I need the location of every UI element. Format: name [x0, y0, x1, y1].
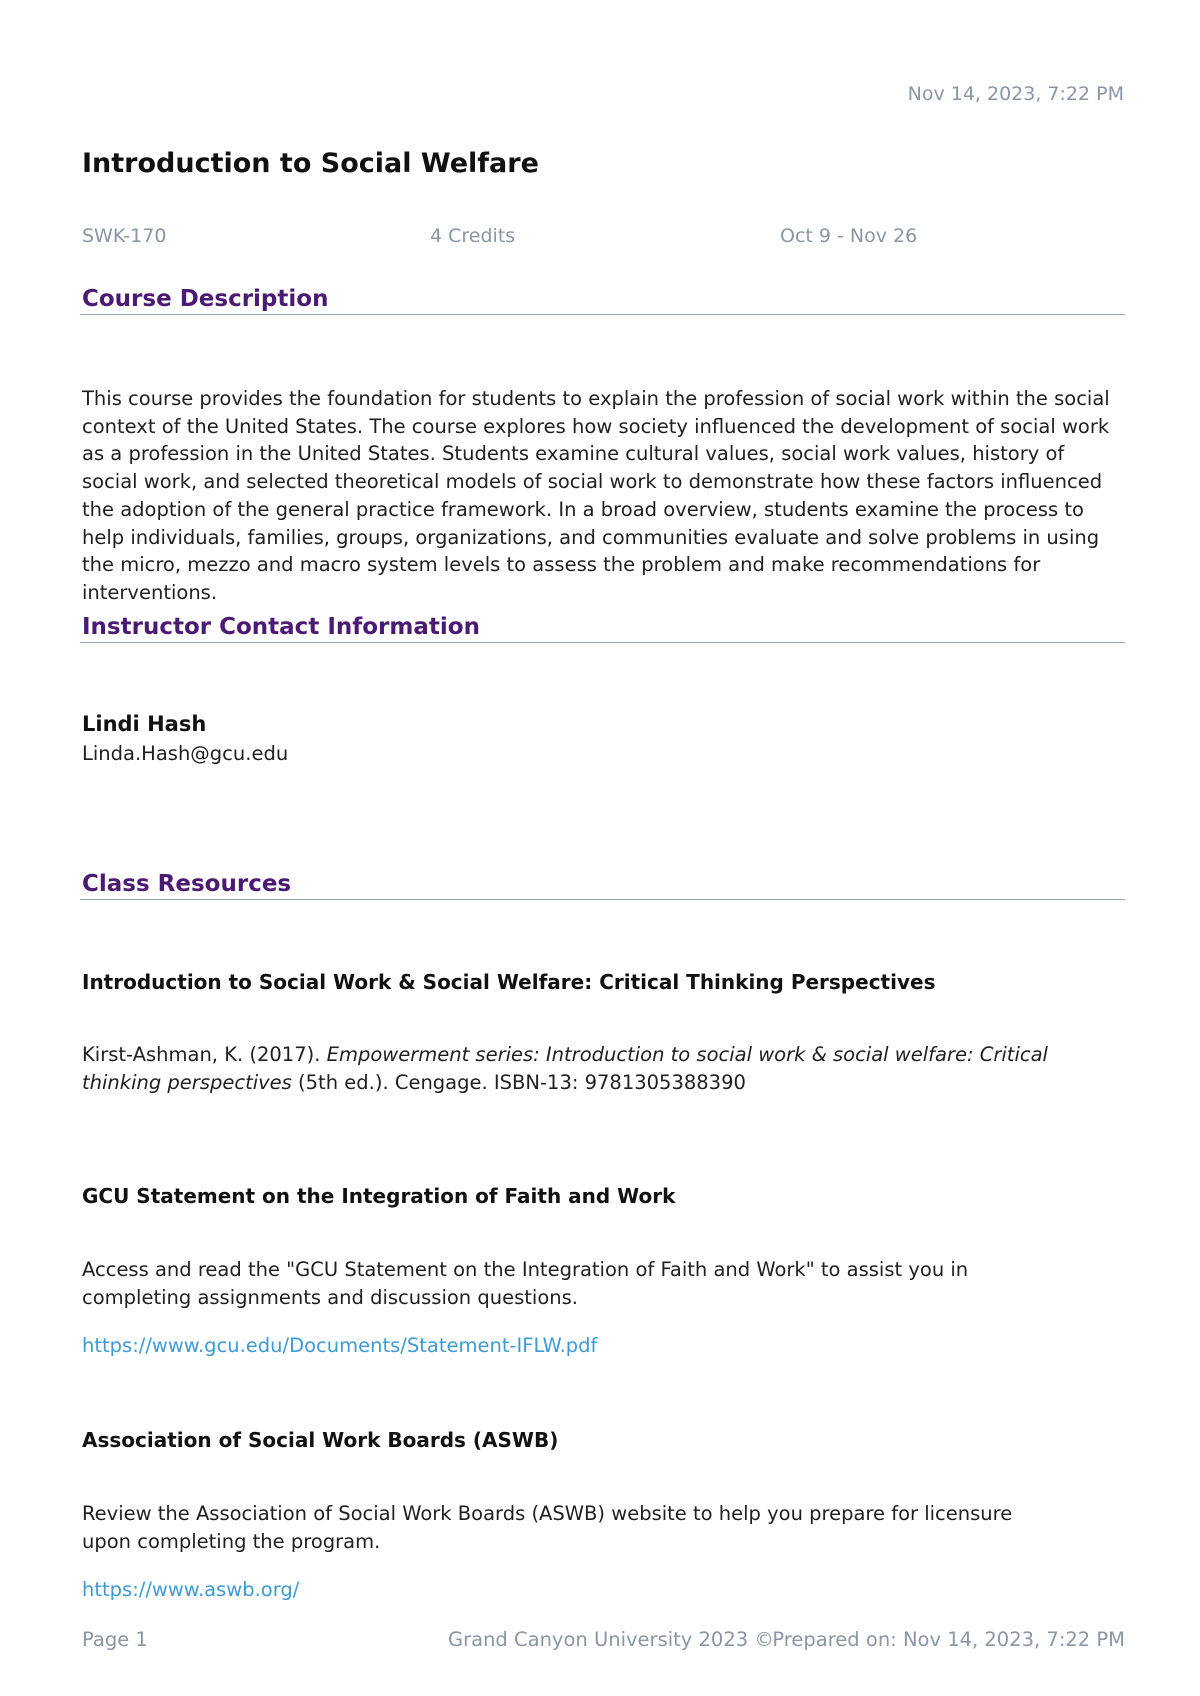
page-number: Page 1	[82, 1628, 148, 1651]
section-heading-text: Instructor Contact Information	[82, 614, 480, 640]
resource-title-aswb: Association of Social Work Boards (ASWB)	[82, 1428, 559, 1452]
copyright-notice: Grand Canyon University 2023 ©	[448, 1628, 774, 1651]
section-heading-text: Class Resources	[82, 871, 292, 897]
resource-title-gcu-statement: GCU Statement on the Integration of Faith and Work	[82, 1184, 676, 1208]
citation-details: (5th ed.). Cengage. ISBN-13: 9781305388390	[291, 1070, 746, 1094]
course-title: Introduction to Social Welfare	[82, 148, 539, 179]
prepared-on: Prepared on: Nov 14, 2023, 7:22 PM	[772, 1628, 1125, 1651]
resource-title-textbook: Introduction to Social Work & Social Welfare: Critical Thinking Perspectives	[82, 970, 936, 994]
course-code: SWK-170	[82, 225, 167, 247]
course-description-heading	[80, 286, 1125, 315]
course-credits: 4 Credits	[430, 225, 516, 247]
course-dates: Oct 9 - Nov 26	[780, 225, 918, 247]
gcu-statement-link[interactable]: https://www.gcu.edu/Documents/Statement-IFLW.pdf	[82, 1334, 598, 1357]
print-timestamp: Nov 14, 2023, 7:22 PM	[907, 83, 1124, 105]
aswb-text: Review the Association of Social Work Boards (ASWB) website to help you prepare for licensure upon completing the program.	[82, 1502, 1013, 1553]
class-resources-heading	[80, 871, 1125, 900]
textbook-citation	[82, 1041, 1062, 1096]
instructor-email: Linda.Hash@gcu.edu	[82, 742, 289, 765]
aswb-link[interactable]: https://www.aswb.org/	[82, 1578, 300, 1601]
instructor-name: Lindi Hash	[82, 712, 207, 736]
citation-book-title: Empowerment series: Introduction to social work & social welfare: Critical thinking perspectives	[82, 1043, 1048, 1094]
course-description-text: This course provides the foundation for students to explain the profession of social work within the social context of the United States. The course explores how society influenced the development of social work as a profession in the United States. Students examine cultural values, social work values, history of social work, and selected theoretical models of social work to demonstrate how these factors influenced the adoption of the general practice framework. In a broad overview, students examine the process to help individuals, families, groups, organizations, and communities evaluate and solve problems in using the micro, mezzo and macro system levels to assess the problem and make recommendations for interventions.	[82, 387, 1110, 604]
section-heading-text: Course Description	[82, 286, 329, 312]
gcu-statement-text: Access and read the "GCU Statement on the Integration of Faith and Work" to assist you in completing assignments and discussion questions.	[82, 1258, 969, 1309]
instructor-heading	[80, 614, 1125, 643]
citation-author: Kirst-Ashman, K. (2017).	[82, 1043, 327, 1066]
